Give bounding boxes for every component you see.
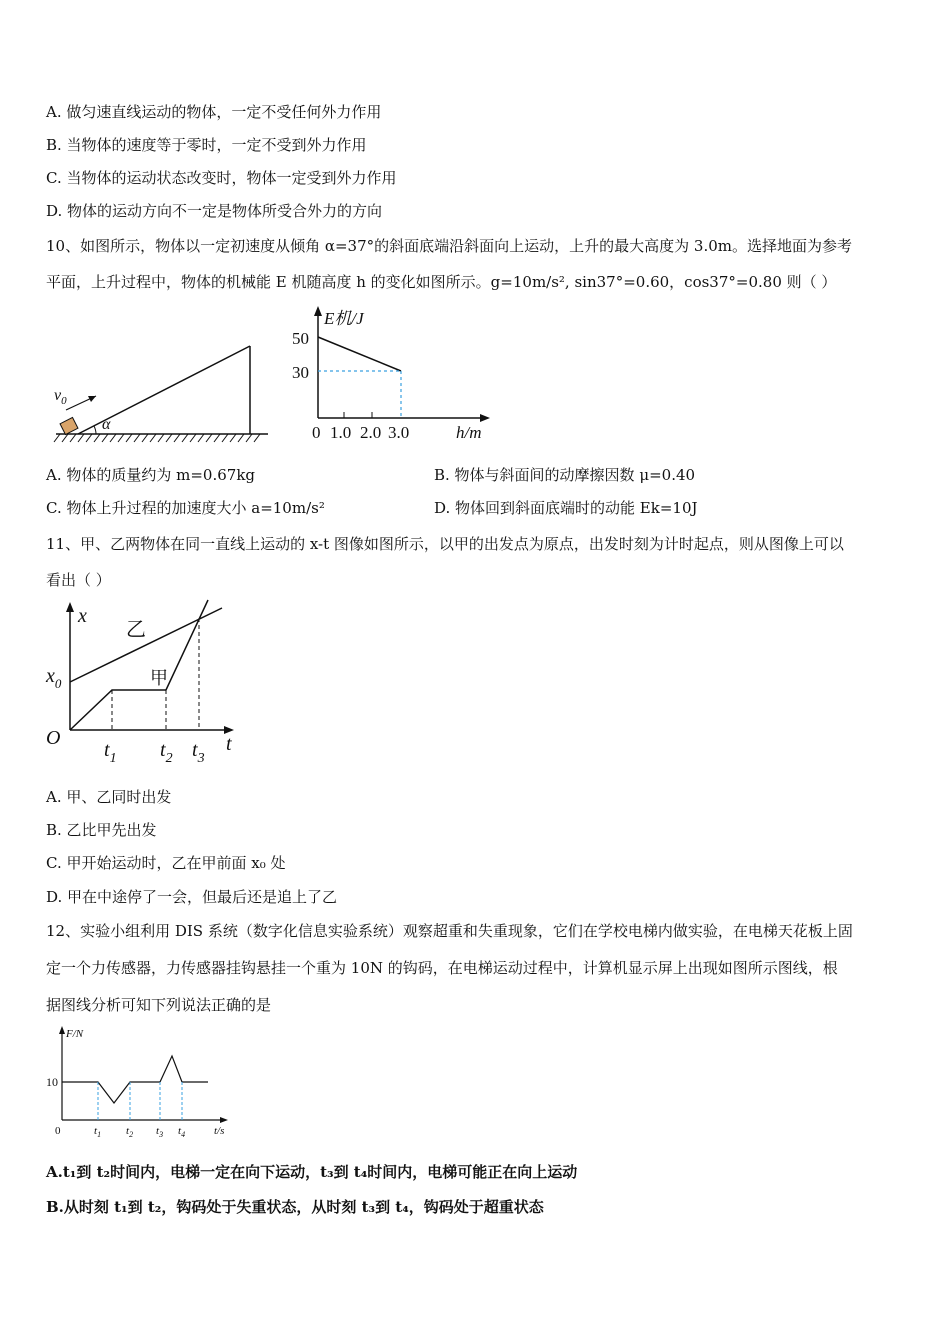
f-t4-label: $t_4$ xyxy=(178,1125,186,1139)
x-tick-3: 3.0 xyxy=(388,423,410,442)
y-tick-50: 50 xyxy=(292,329,309,348)
force-time-graph xyxy=(42,1024,238,1142)
f-t1-label: $t_1$ xyxy=(94,1125,102,1139)
q9-option-a: A. 做匀速直线运动的物体，一定不受任何外力作用 xyxy=(46,103,382,121)
x-axis-label: h/m xyxy=(456,423,482,442)
t1-label: $t_1$ xyxy=(104,739,117,766)
q9-option-d: D. 物体的运动方向不一定是物体所受合外力的方向 xyxy=(46,202,383,220)
jia-label: 甲 xyxy=(150,668,168,688)
x-axis-arrow xyxy=(480,414,490,422)
f-t-y-tick-10: 10 xyxy=(46,1075,58,1089)
q12-option-b: B.从时刻 t₁到 t₂，钩码处于失重状态，从时刻 t₃到 t₄，钩码处于超重状态 xyxy=(46,1198,544,1216)
q12-stem-line3: 据图线分析可知下列说法正确的是 xyxy=(46,996,272,1014)
energy-height-graph xyxy=(288,304,500,446)
q11-stem-line1: 11、甲、乙两物体在同一直线上运动的 x-t 图像如图所示，以甲的出发点为原点，出发时刻为计时起点，则从图像上可以 xyxy=(46,535,844,553)
x-t-y-label: x xyxy=(78,605,87,627)
q12-option-a: A.t₁到 t₂时间内，电梯一定在向下运动，t₃到 t₄时间内，电梯可能正在向上运动 xyxy=(46,1163,578,1181)
x-t-y-axis-arrow xyxy=(66,602,74,612)
t3-label: $t_3$ xyxy=(192,739,205,766)
y-axis-label: E机/J xyxy=(324,309,364,328)
q11-option-b: B. 乙比甲先出发 xyxy=(46,821,157,839)
yi-label: 乙 xyxy=(126,619,146,641)
x-tick-0: 0 xyxy=(312,423,321,442)
ground-hatching xyxy=(54,434,260,442)
q10-option-d: D. 物体回到斜面底端时的动能 Ek=10J xyxy=(434,499,698,517)
energy-line xyxy=(318,337,401,371)
x-tick-2: 2.0 xyxy=(360,423,382,442)
x-t-graph xyxy=(44,598,244,773)
f-t3-label: $t_3$ xyxy=(156,1125,164,1139)
x-t-origin: O xyxy=(46,727,61,749)
f-t2-label: $t_2$ xyxy=(126,1125,134,1139)
q9-option-b: B. 当物体的速度等于零时，一定不受到外力作用 xyxy=(46,136,367,154)
q12-stem-line1: 12、实验小组利用 DIS 系统（数字化信息实验系统）观察超重和失重现象，它们在学校电梯内做实验，在电梯天花板上固 xyxy=(46,922,853,940)
q10-option-b: B. 物体与斜面间的动摩擦因数 μ=0.40 xyxy=(434,466,696,484)
f-t-x-label: t/s xyxy=(214,1125,225,1137)
f-t-y-axis-arrow xyxy=(59,1026,65,1034)
incline-figure xyxy=(48,340,278,448)
angle-arc xyxy=(94,426,96,434)
f-t-origin: 0 xyxy=(55,1125,61,1137)
q10-option-a: A. 物体的质量约为 m=0.67kg xyxy=(46,466,256,484)
block xyxy=(60,417,78,434)
q11-stem-line2: 看出（ ） xyxy=(46,571,111,589)
q10-option-c: C. 物体上升过程的加速度大小 a=10m/s² xyxy=(46,499,325,517)
x0-label: $x_0$ xyxy=(46,665,62,691)
force-line xyxy=(62,1056,208,1103)
alpha-label: α xyxy=(102,416,111,433)
t2-label: $t_2$ xyxy=(160,739,173,766)
v0-label: $v_0$ xyxy=(54,387,67,407)
f-t-x-axis-arrow xyxy=(220,1117,228,1123)
q11-option-c: C. 甲开始运动时，乙在甲前面 x₀ 处 xyxy=(46,854,286,872)
q11-option-d: D. 甲在中途停了一会，但最后还是追上了乙 xyxy=(46,888,338,906)
q10-stem-line1: 10、如图所示，物体以一定初速度从倾角 α=37°的斜面底端沿斜面向上运动，上升的最大高度为 3.0m。选择地面为参考 xyxy=(46,237,852,255)
q12-stem-line2: 定一个力传感器，力传感器挂钩悬挂一个重为 10N 的钩码，在电梯运动过程中，计算机显示屏上出现如图所示图线，根 xyxy=(46,959,838,977)
q10-stem-line2: 平面，上升过程中，物体的机械能 E 机随高度 h 的变化如图所示。g=10m/s², sin37°=0.60，cos37°=0.80 则（ ） xyxy=(46,273,837,291)
y-tick-30: 30 xyxy=(292,363,309,382)
q11-option-a: A. 甲、乙同时出发 xyxy=(46,788,172,806)
x-tick-1: 1.0 xyxy=(330,423,352,442)
x-t-x-label: t xyxy=(226,733,232,755)
y-axis-arrow xyxy=(314,306,322,316)
q9-option-c: C. 当物体的运动状态改变时，物体一定受到外力作用 xyxy=(46,169,397,187)
f-t-y-label: F/N xyxy=(66,1028,84,1040)
